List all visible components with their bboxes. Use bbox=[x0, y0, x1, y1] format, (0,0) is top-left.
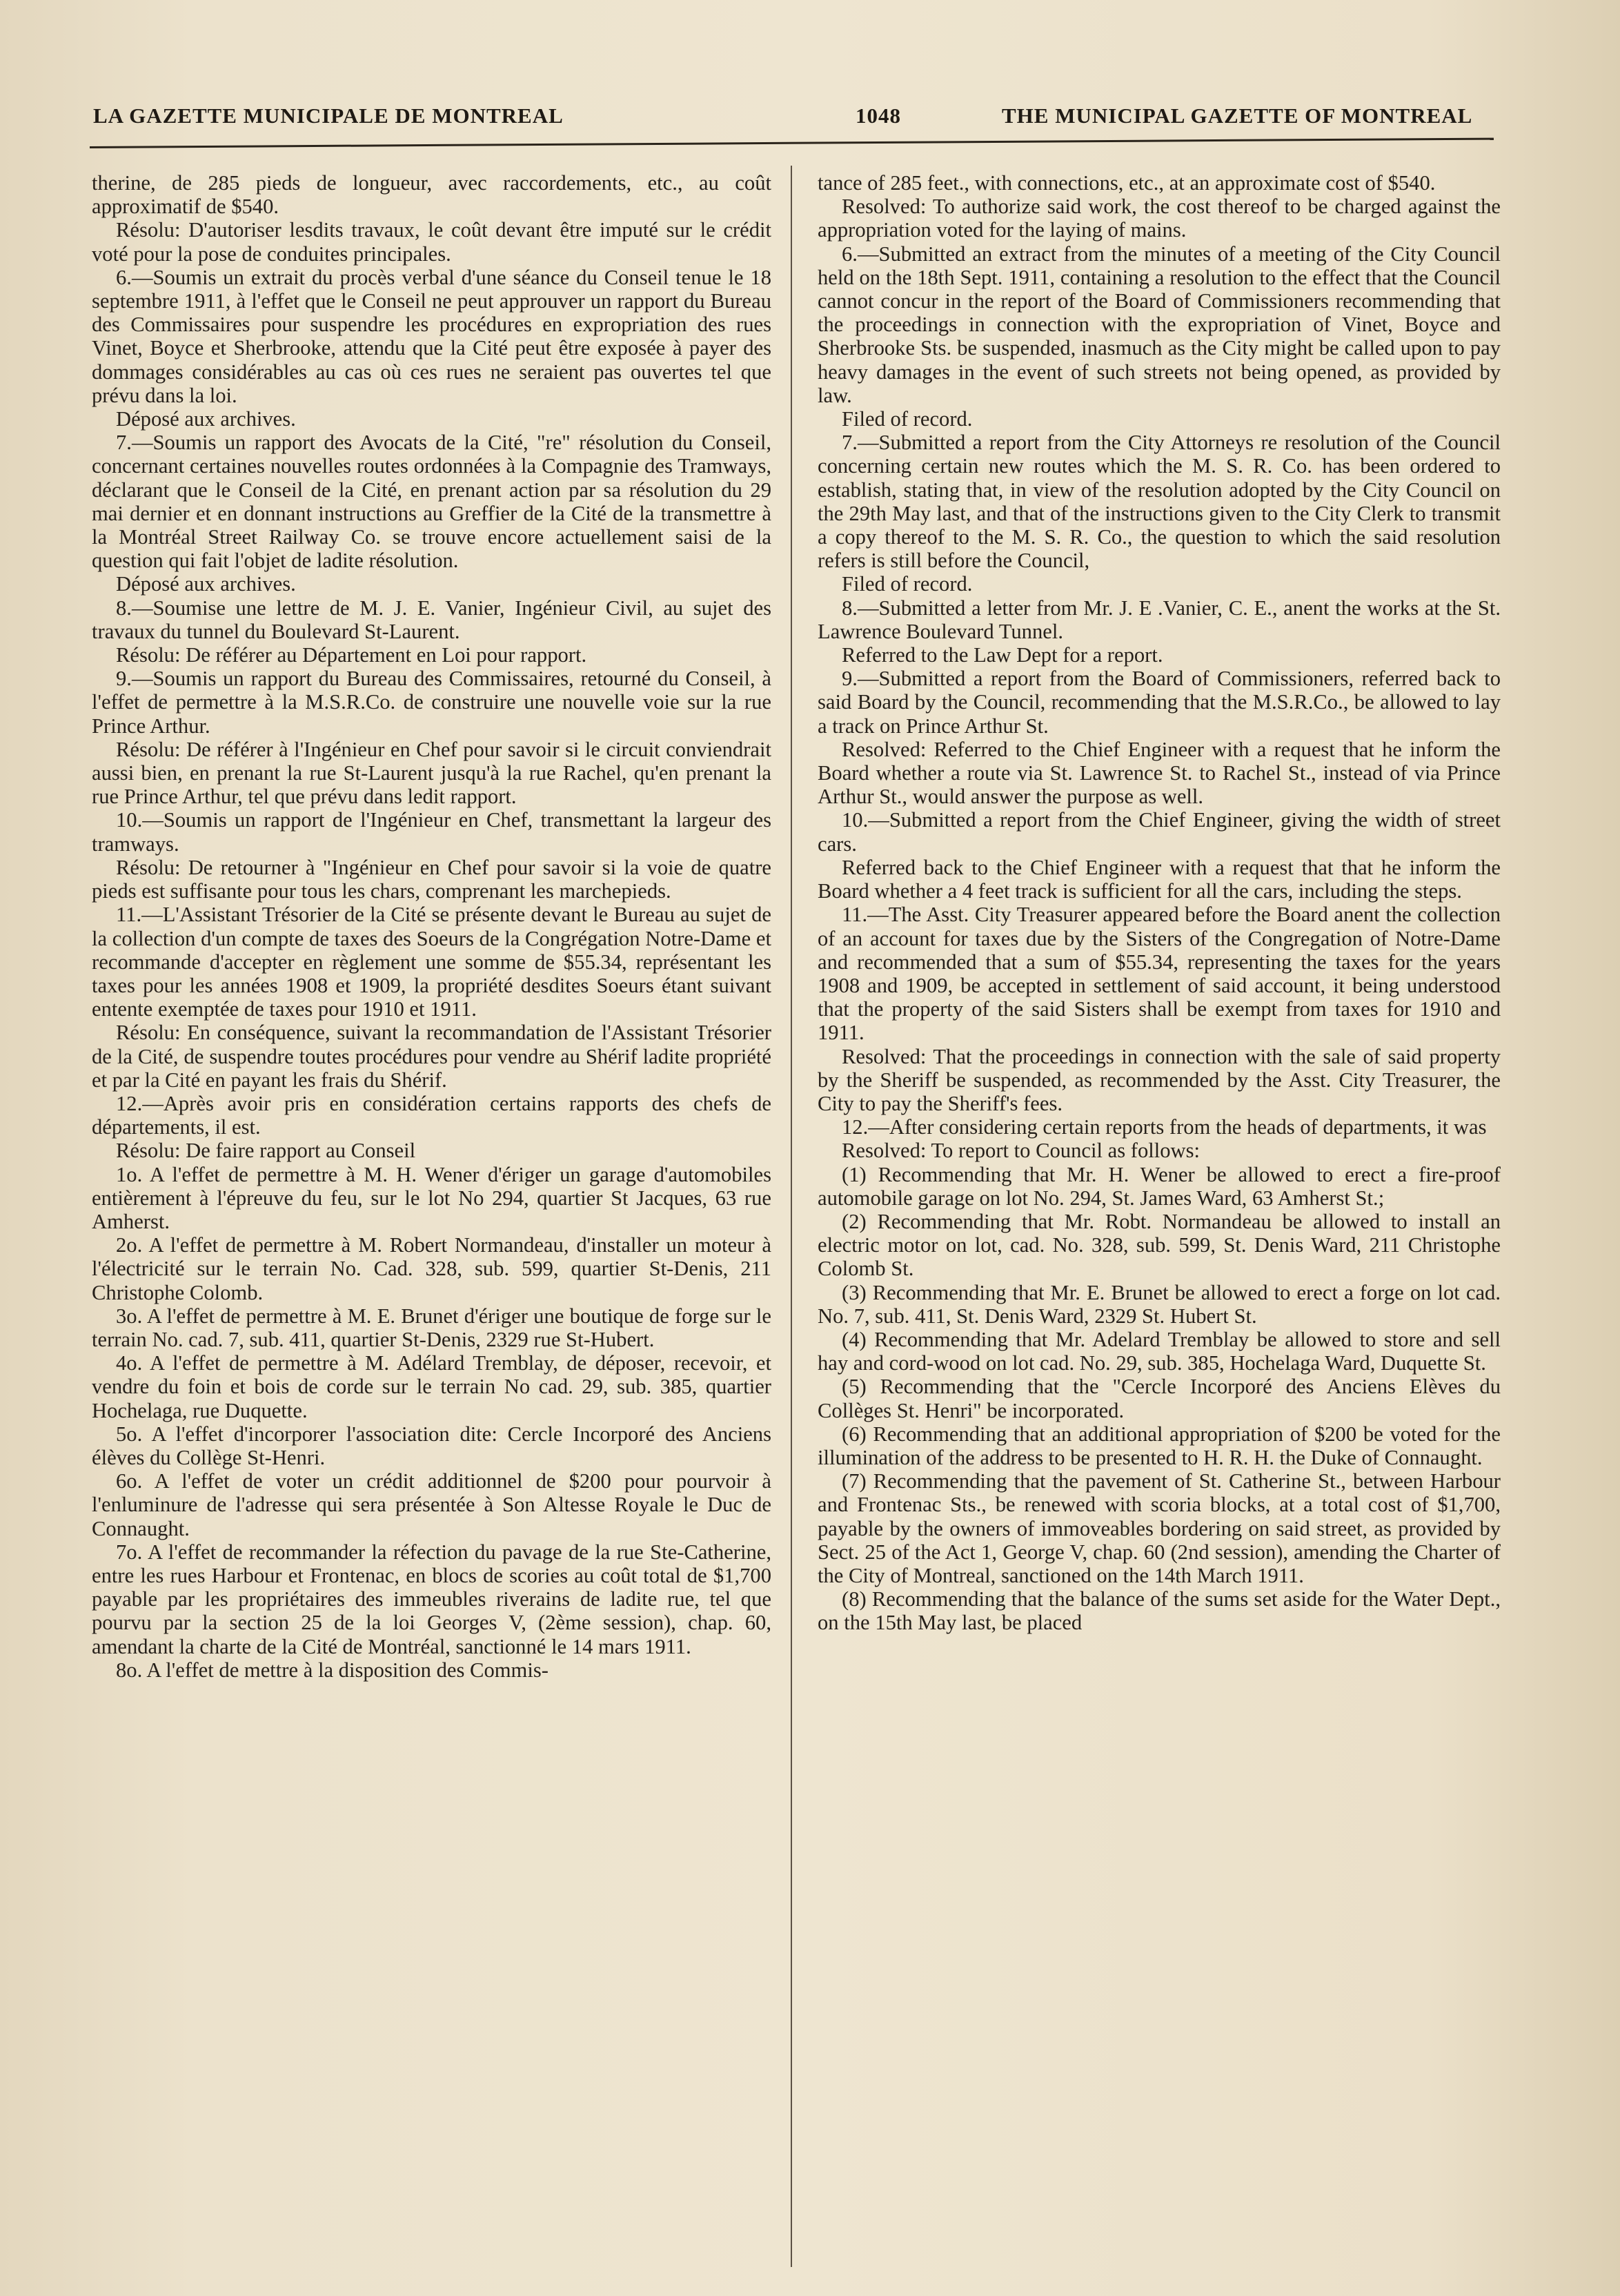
paragraph: 5o. A l'effet d'incorporer l'association dite: Cercle Incorporé des Anciens élèves du Collège St-Henri. bbox=[92, 1422, 771, 1469]
paragraph: (4) Recommending that Mr. Adelard Tremblay be allowed to store and sell hay and cord-wood on lot cad. No. 29, sub. 385, Hochelaga Ward, Duquette St. bbox=[818, 1327, 1501, 1375]
paragraph: 10.—Soumis un rapport de l'Ingénieur en Chef, transmettant la largeur des tramways. bbox=[92, 808, 771, 856]
paragraph: 7.—Submitted a report from the City Attorneys re resolution of the Council concerning certain new routes which the M. S. R. Co. has been ordered to establish, stating that, in view of the resolution adopted by the City Council on the 29th May last, and that of the instructions given to the City Clerk to transmit a copy thereof to the M. S. R. Co., the question to which the said resolution refers is still before the Council, bbox=[818, 431, 1501, 573]
paragraph: 10.—Submitted a report from the Chief Engineer, giving the width of street cars. bbox=[818, 808, 1501, 856]
paragraph: therine, de 285 pieds de longueur, avec raccordements, etc., au coût approximatif de $540. bbox=[92, 171, 771, 219]
paragraph: Resolved: To authorize said work, the cost thereof to be charged against the appropriation voted for the laying of mains. bbox=[818, 195, 1501, 242]
paragraph: Déposé aux archives. bbox=[116, 407, 296, 431]
paragraph: Referred to the Law Dept for a report. bbox=[842, 643, 1163, 667]
paragraph: 3o. A l'effet de permettre à M. E. Brunet d'ériger une boutique de forge sur le terrain No. cad. 7, sub. 411, quartier St-Denis, 2329 rue St-Hubert. bbox=[92, 1304, 771, 1351]
paragraph: 6o. A l'effet de voter un crédit additionnel de $200 pour pourvoir à l'enluminure de l'adresse qui sera présentée à Son Altesse Royale le Duc de Connaught. bbox=[92, 1469, 771, 1540]
french-column bbox=[92, 171, 771, 1682]
paragraph: 7o. A l'effet de recommander la réfection du pavage de la rue Ste-Catherine, entre les rues Harbour et Frontenac, en blocs de scories au coût total de $1,700 payable par les propriétaires des immeubles riverains de ladite rue, tel que pourvu par la section 25 de la loi Georges V, (2ème session), chap. 60, amendant la charte de la Cité de Montréal, sanctionné le 14 mars 1911. bbox=[92, 1540, 771, 1658]
paragraph: Resolved: To report to Council as follows: bbox=[842, 1139, 1201, 1163]
paragraph: 4o. A l'effet de permettre à M. Adélard Tremblay, de déposer, recevoir, et vendre du foin et bois de corde sur le terrain No cad. 29, sub. 385, quartier Hochelaga, rue Duquette. bbox=[92, 1351, 771, 1422]
paragraph: (3) Recommending that Mr. E. Brunet be allowed to erect a forge on lot cad. No. 7, sub. 411, St. Denis Ward, 2329 St. Hubert St. bbox=[818, 1280, 1501, 1328]
paragraph: Filed of record. bbox=[842, 572, 973, 596]
paragraph: Déposé aux archives. bbox=[116, 572, 296, 596]
paragraph: Résolu: De retourner à "Ingénieur en Chef pour savoir si la voie de quatre pieds est suffisante pour tous les chars, comprenant les marchepieds. bbox=[92, 855, 771, 903]
paragraph: 6.—Soumis un extrait du procès verbal d'une séance du Conseil tenue le 18 septembre 1911, à l'effet que le Conseil ne peut approuver un rapport du Bureau des Commissaires pour suspendre les procédures en expropriation des rues Vinet, Boyce et Sherbrooke, attendu que la Cité peut être exposée à payer des dommages considérables au cas où ces rues ne seraient pas ouvertes tel que prévu dans la loi. bbox=[92, 265, 771, 407]
paragraph: Resolved: That the proceedings in connection with the sale of said property by the Sheriff be suspended, as recommended by the Asst. City Treasurer, the City to pay the Sheriff's fees. bbox=[818, 1044, 1501, 1115]
paragraph: 9.—Soumis un rapport du Bureau des Commissaires, retourné du Conseil, à l'effet de permettre à la M.S.R.Co. de construire une nouvelle voie sur la rue Prince Arthur. bbox=[92, 667, 771, 738]
paragraph: Résolu: De référer au Département en Loi pour rapport. bbox=[116, 643, 587, 667]
paragraph: 9.—Submitted a report from the Board of Commissioners, referred back to said Board by the Council, recommending that the M.S.R.Co., be allowed to lay a track on Prince Arthur St. bbox=[818, 667, 1501, 738]
paragraph: (5) Recommending that the "Cercle Incorporé des Anciens Elèves du Collèges St. Henri" be incorporated. bbox=[818, 1375, 1501, 1422]
paragraph: 12.—After considering certain reports from the heads of departments, it was bbox=[842, 1115, 1487, 1139]
paragraph: Resolved: Referred to the Chief Engineer with a request that he inform the Board whether a route via St. Lawrence St. to Rachel St., instead of via Prince Arthur St., would answer the purpose as well. bbox=[818, 737, 1501, 809]
paragraph: 2o. A l'effet de permettre à M. Robert Normandeau, d'installer un moteur à l'électricité sur le terrain No. Cad. 328, sub. 599, quartier St-Denis, 211 Christophe Colomb. bbox=[92, 1233, 771, 1304]
header-rule bbox=[90, 138, 1494, 148]
paragraph: (7) Recommending that the pavement of St. Catherine St., between Harbour and Frontenac Sts., be renewed with scoria blocks, at a total cost of $1,700, payable by the owners of immoveables bordering on said street, as provided by Sect. 25 of the Act 1, George V, chap. 60 (2nd session), amending the Charter of the City of Montreal, sanctioned on the 14th March 1911. bbox=[818, 1469, 1501, 1587]
paragraph: (6) Recommending that an additional appropriation of $200 be voted for the illumination of the address to be presented to H. R. H. the Duke of Connaught. bbox=[818, 1422, 1501, 1469]
paragraph: 8.—Submitted a letter from Mr. J. E .Vanier, C. E., anent the works at the St. Lawrence Boulevard Tunnel. bbox=[818, 596, 1501, 643]
paragraph: Referred back to the Chief Engineer with a request that that he inform the Board whether a 4 feet track is sufficient for all the cars, including the steps. bbox=[818, 855, 1501, 903]
paragraph: Filed of record. bbox=[842, 407, 973, 431]
page-number: 1048 bbox=[856, 104, 901, 128]
paragraph: (1) Recommending that Mr. H. Wener be allowed to erect a fire-proof automobile garage on lot No. 294, St. James Ward, 63 Amherst St.; bbox=[818, 1162, 1501, 1210]
paragraph: 1o. A l'effet de permettre à M. H. Wener d'ériger un garage d'automobiles entièrement à l'épreuve du feu, sur le lot No 294, quartier St Jacques, 63 rue Amherst. bbox=[92, 1162, 771, 1233]
paragraph: 7.—Soumis un rapport des Avocats de la Cité, "re" résolution du Conseil, concernant certaines nouvelles routes ordonnées à la Compagnie des Tramways, déclarant que le Conseil de la Cité, en prenant action par sa résolution du 29 mai dernier et en donnant instructions au Greffier de la Cité de la transmettre à la Montréal Street Railway Co. se trouve encore actuellement saisi de la question qui fait l'objet de ladite résolution. bbox=[92, 431, 771, 573]
paragraph: tance of 285 feet., with connections, etc., at an approximate cost of $540. bbox=[818, 171, 1436, 195]
english-column bbox=[818, 171, 1501, 1635]
paragraph: Résolu: De référer à l'Ingénieur en Chef pour savoir si le circuit conviendrait aussi bien, en prenant la rue St-Laurent jusqu'à la rue Rachel, qu'en prenant la rue Prince Arthur, tel que prévu dans ledit rapport. bbox=[92, 737, 771, 809]
paragraph: 11.—The Asst. City Treasurer appeared before the Board anent the collection of an account for taxes due by the Sisters of the Congregation of Notre-Dame and recommended that a sum of $55.34, representing the taxes for the years 1908 and 1909, be accepted in settlement of said account, it being understood that the property of the said Sisters shall be exempt from taxes for 1910 and 1911. bbox=[818, 903, 1501, 1045]
column-divider bbox=[791, 166, 792, 2267]
paragraph: Résolu: En conséquence, suivant la recommandation de l'Assistant Trésorier de la Cité, de suspendre toutes procédures pour vendre au Shérif ladite propriété et par la Cité en payant les frais du Shérif. bbox=[92, 1021, 771, 1092]
english-title: THE MUNICIPAL GAZETTE OF MONTREAL bbox=[1002, 104, 1473, 128]
paragraph: 8o. A l'effet de mettre à la disposition des Commis- bbox=[116, 1658, 549, 1682]
french-title: LA GAZETTE MUNICIPALE DE MONTREAL bbox=[93, 104, 564, 128]
paragraph: 8.—Soumise une lettre de M. J. E. Vanier, Ingénieur Civil, au sujet des travaux du tunnel du Boulevard St-Laurent. bbox=[92, 596, 771, 643]
paragraph: Résolu: De faire rapport au Conseil bbox=[116, 1139, 416, 1163]
paragraph: (2) Recommending that Mr. Robt. Normandeau be allowed to install an electric motor on lot, cad. No. 328, sub. 599, St. Denis Ward, 211 Christophe Colomb St. bbox=[818, 1209, 1501, 1281]
page-header bbox=[90, 104, 1490, 138]
paragraph: Résolu: D'autoriser lesdits travaux, le coût devant être imputé sur le crédit voté pour la pose de conduites principales. bbox=[92, 218, 771, 266]
paragraph: (8) Recommending that the balance of the sums set aside for the Water Dept., on the 15th May last, be placed bbox=[818, 1587, 1501, 1635]
paragraph: 12.—Après avoir pris en considération certains rapports des chefs de départements, il est. bbox=[92, 1091, 771, 1139]
paragraph: 11.—L'Assistant Trésorier de la Cité se présente devant le Bureau au sujet de la collection d'un compte de taxes des Soeurs de la Congrégation Notre-Dame et recommande d'accepter en règlement une somme de $55.34, représentant les taxes pour les années 1908 et 1909, la propriété desdites Soeurs étant suivant entente exemptée de taxes pour 1910 et 1911. bbox=[92, 903, 771, 1021]
paragraph: 6.—Submitted an extract from the minutes of a meeting of the City Council held on the 18th Sept. 1911, containing a resolution to the effect that the Council cannot concur in the report of the Board of Commissioners recommending that the proceedings in connection with the expropriation of Vinet, Boyce and Sherbrooke Sts. be suspended, inasmuch as the City might be called upon to pay heavy damages in the event of such streets not being opened, as provided by law. bbox=[818, 242, 1501, 407]
